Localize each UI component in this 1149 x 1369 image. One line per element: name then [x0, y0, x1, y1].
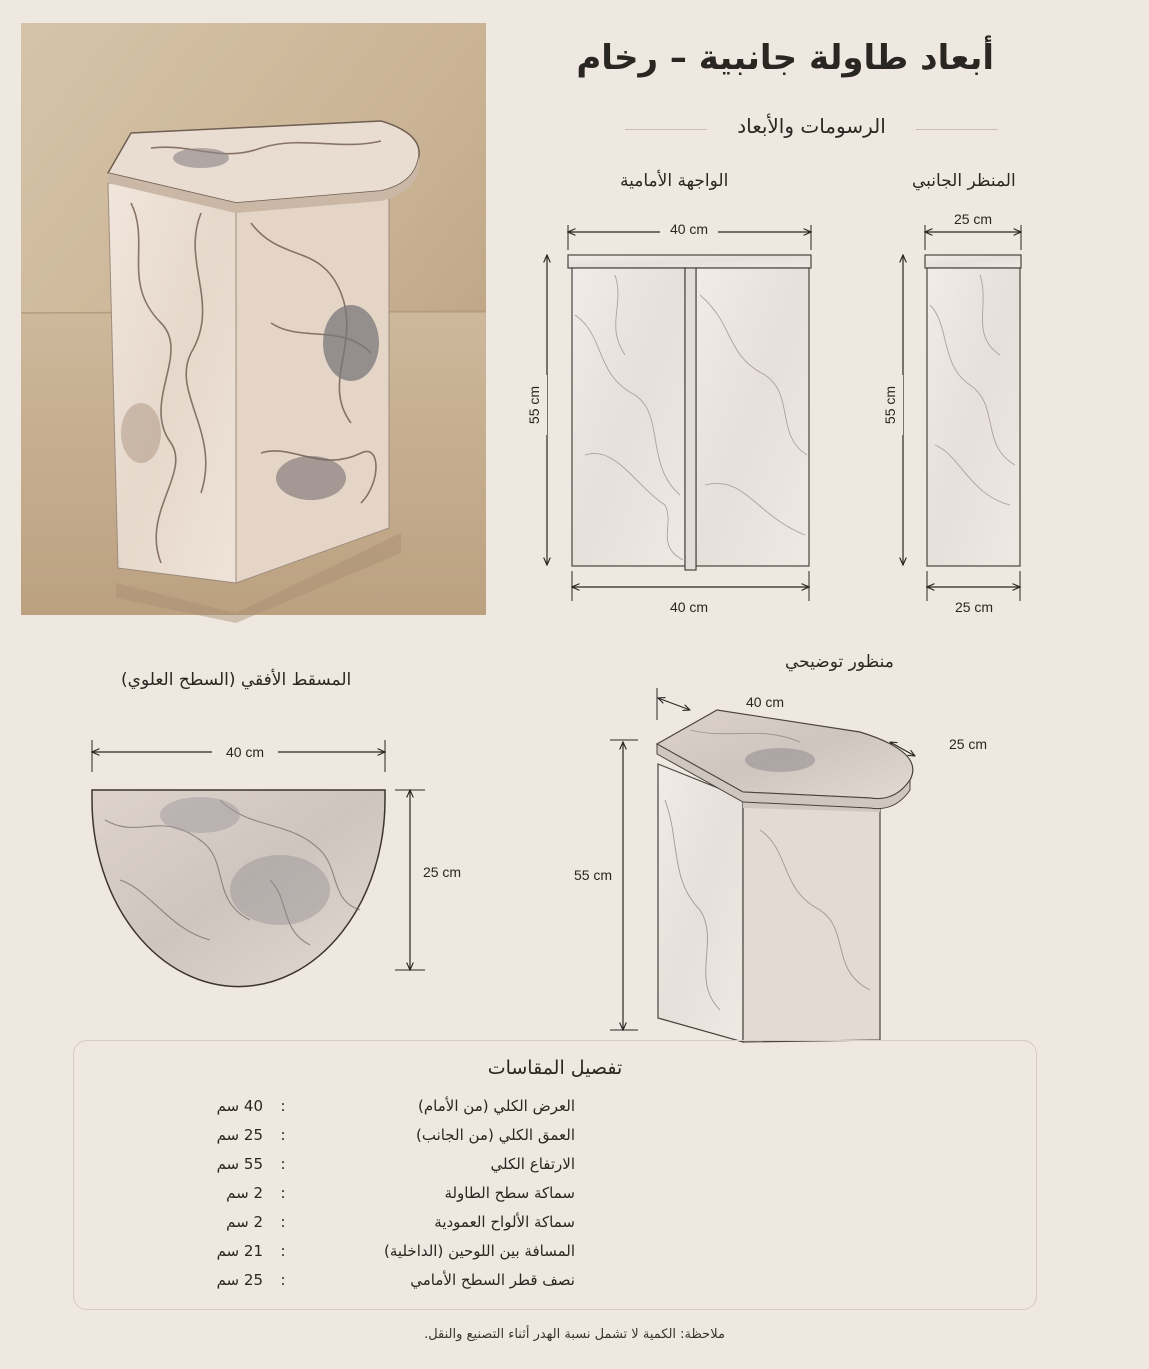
detail-separator: : [280, 1126, 286, 1144]
plan-width-text: 40 cm [225, 744, 265, 760]
iso-width-dim-line [658, 698, 690, 710]
detail-label: المسافة بين اللوحين (الداخلية) [384, 1242, 575, 1260]
iso-view-label: منظور توضيحي [785, 652, 894, 672]
side-depth-top-text: 25 cm [953, 211, 993, 227]
detail-separator: : [280, 1271, 286, 1289]
detail-label: العمق الكلي (من الجانب) [415, 1126, 575, 1144]
footer-note: ملاحظة: الكمية لا تشمل نسبة الهدر أثناء التصنيع والنقل. [424, 1327, 725, 1342]
detail-value: 25 سم [216, 1271, 263, 1289]
detail-value: 21 سم [216, 1242, 263, 1260]
detail-row [74, 1271, 1036, 1295]
side-view-drawing [870, 205, 1040, 625]
iso-width-text: 40 cm [745, 694, 785, 710]
detail-separator: : [280, 1242, 286, 1260]
detail-value: 55 سم [216, 1155, 263, 1173]
detail-label: نصف قطر السطح الأمامي [410, 1271, 575, 1289]
product-photo [21, 23, 486, 615]
detail-label: سماكة الألواح العمودية [434, 1213, 575, 1231]
detail-row [74, 1126, 1036, 1150]
dimensions-details-box [73, 1040, 1037, 1310]
front-width-top-text: 40 cm [669, 221, 709, 237]
detail-separator: : [280, 1213, 286, 1231]
detail-value: 25 سم [216, 1126, 263, 1144]
detail-separator: : [280, 1097, 286, 1115]
iso-view-drawing [560, 680, 988, 1060]
detail-row [74, 1155, 1036, 1179]
detail-value: 40 سم [216, 1097, 263, 1115]
plan-view-label: المسقط الأفقي (السطح العلوي) [121, 670, 352, 690]
subtitle-text: الرسومات والأبعاد [737, 114, 886, 138]
detail-row [74, 1184, 1036, 1208]
detail-row [74, 1213, 1036, 1237]
front-view-drawing [515, 205, 845, 625]
side-height-text: 55 cm [882, 385, 898, 425]
section-subtitle [625, 114, 998, 142]
front-width-bottom-text: 40 cm [669, 599, 709, 615]
detail-row [74, 1097, 1036, 1121]
detail-row [74, 1242, 1036, 1266]
detail-value: 2 سم [226, 1184, 263, 1202]
front-view-label: الواجهة الأمامية [620, 171, 729, 191]
detail-value: 2 سم [226, 1213, 263, 1231]
side-view-label: المنظر الجانبي [912, 171, 1016, 191]
detail-label: سماكة سطح الطاولة [444, 1184, 575, 1202]
iso-height-text: 55 cm [573, 867, 613, 883]
detail-separator: : [280, 1184, 286, 1202]
iso-depth-text: 25 cm [948, 736, 988, 752]
plan-depth-text: 25 cm [422, 864, 462, 880]
detail-label: العرض الكلي (من الأمام) [418, 1097, 575, 1115]
page-title: أبعاد طاولة جانبية – رخام [576, 38, 994, 78]
side-depth-bottom-text: 25 cm [954, 599, 994, 615]
plan-view-drawing [80, 730, 480, 1000]
detail-label: الارتفاع الكلي [490, 1155, 575, 1173]
details-title: تفصيل المقاسات [487, 1057, 623, 1079]
front-height-text: 55 cm [526, 385, 542, 425]
detail-separator: : [280, 1155, 286, 1173]
